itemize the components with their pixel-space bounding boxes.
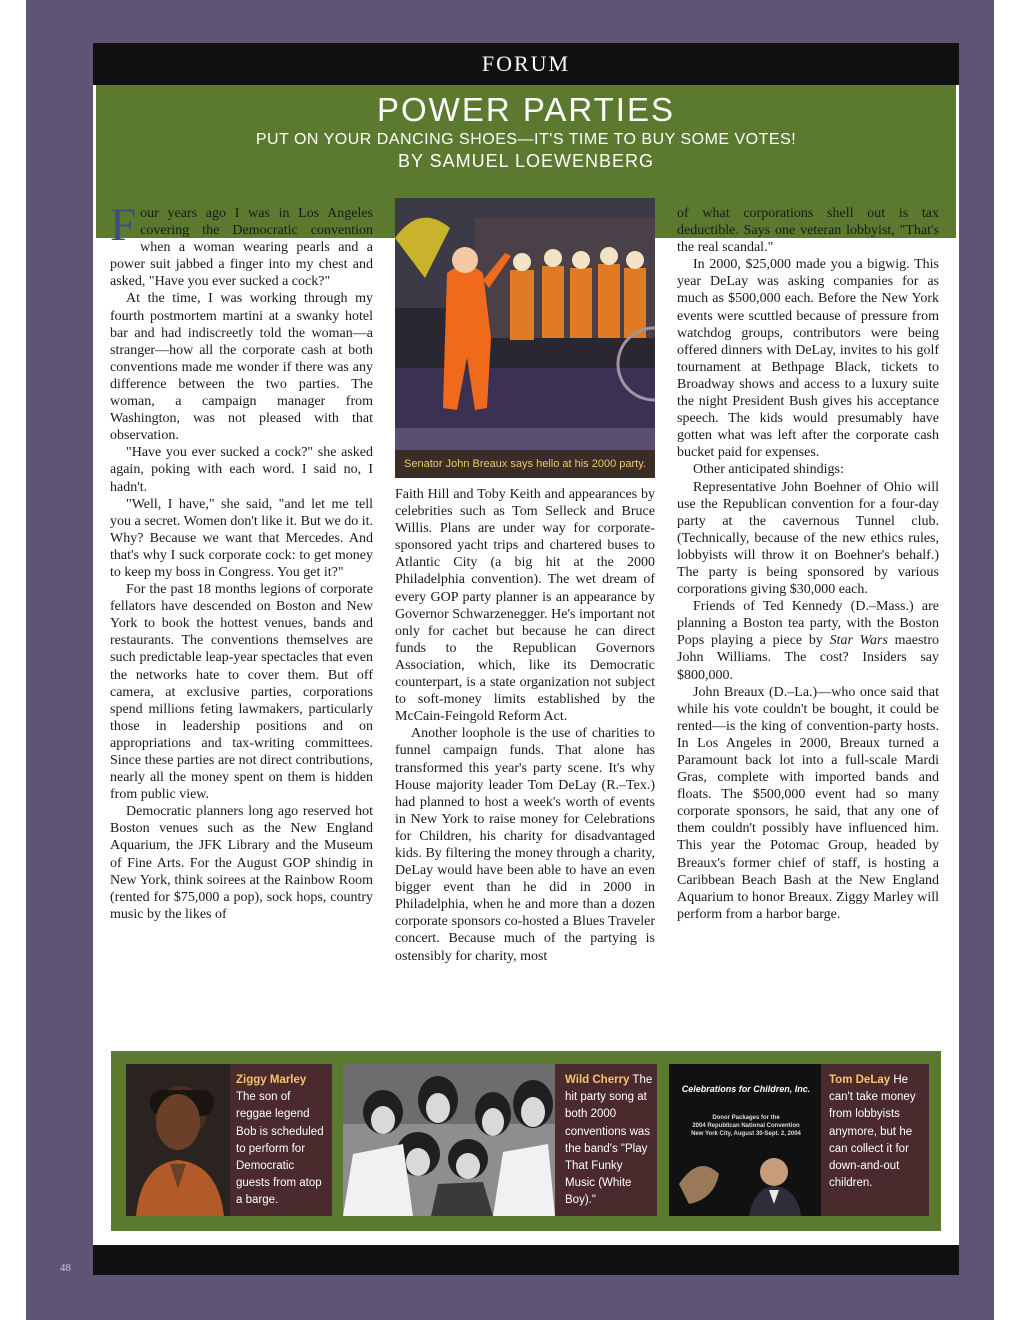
flyer-line: New York City, August 30-Sept. 2, 2004 <box>691 1131 801 1137</box>
paragraph: John Breaux (D.–La.)—who once said that while his vote couldn't be bought, it could be rented—is the king of convention-party hosts. In Los Angeles in 2000, Breaux turned a Paramount back lot into a full-scale Mardi Gras, complete with imported bands and floats. The $500,000 event had so many corporate sponsors, he said, that any one of them couldn't possibly have influenced him. This year the Potomac Group, headed by Breaux's former chief of staff, is hosting a Caribbean Beach Bash at the New England Aquarium to honor Breaux. Ziggy Marley will perform from a harbor barge. <box>677 684 939 922</box>
wild-cherry-image <box>343 1064 555 1216</box>
breaux-party-image <box>395 198 655 450</box>
flyer-line: 2004 Republican National Convention <box>692 1123 800 1129</box>
paragraph: Democratic planners long ago reserved hot Boston venues such as the New England Aquarium, the JFK Library and the Museum of Fine Arts. For the August GOP shindig in New York, think soirees at the Rainbow Room (rented for $75,000 a pop), sock hops, country music by the likes of <box>110 804 373 922</box>
article-subtitle: PUT ON YOUR DANCING SHOES—IT'S TIME TO BUY SOME VOTES! <box>255 131 797 148</box>
caption-text: He can't take money from lobbyists anymore, but he can collect it for down-and-out children. <box>829 1074 916 1190</box>
caption-name: Ziggy Marley <box>236 1074 307 1086</box>
paragraph: Other anticipated shindigs: <box>693 462 844 478</box>
paragraph: Representative John Boehner of Ohio will use the Republican convention for a four-day party at the cavernous Tunnel club. (Technically, because of the new ethics rules, lobbyists will throw it on Boehner's behalf.) The party is being sponsored by various corporations giving $30,000 each. <box>677 479 939 598</box>
section-label: FORUM <box>481 51 571 76</box>
paragraph: "Well, I have," she said, "and let me tell you a secret. Women don't like it. But we do it. Why? Because we want that Mercedes. And that's why I suck corporate cock: to get money to keep my boss in Congress. You get it?" <box>110 496 373 580</box>
paragraph-text: Friends of Ted Kennedy (D.–Mass.) are planning a Boston tea party, with the Boston Pops playing a piece by <box>677 599 939 649</box>
paragraph-text: our years ago I was in Los Angeles covering the Democratic convention when a woman wearing pearls and a power suit jabbed a finger into my chest and asked, "Have you ever sucked a cock?" <box>110 206 373 290</box>
ziggy-marley-image <box>126 1064 230 1216</box>
caption-name: Tom DeLay <box>829 1074 891 1086</box>
tom-delay-panel <box>669 1064 929 1216</box>
paragraph: Another loophole is the use of charities to funnel campaign funds. That alone has transformed this year's party scene. It's why House majority leader Tom DeLay (R.–Tex.) had planned to host a week's worth of events in New York to raise money for Celebrations for Children, his charity for disadvantaged kids. By filtering the money through a charity, DeLay would have been able to have an even bigger event than he did in 2000 in Philadelphia, when he and more than a dozen corporate sponsors co-hosted a Blues Traveler concert. Because much of the partying is ostensibly for charity, most <box>395 726 655 964</box>
wild-cherry-photo <box>343 1064 555 1216</box>
paragraph: For the past 18 months legions of corporate fellators have descended on Boston and New York to book the hottest venues, bands and restaurants. The conventions themselves are such predictable leap-year spectacles that even the networks hate to cover them. But off camera, at exclusive parties, corporations spend millions feting lawmakers, particularly those in leadership positions and on appropriations and tax-writing committees. Since these parties are not direct contributions, nearly all the money spent on them is hidden from public view. <box>110 582 373 803</box>
ziggy-marley-panel <box>126 1064 332 1216</box>
paragraph: of what corporations shell out is tax deductible. Says one veteran lobbyist, "That's the real scandal." <box>677 206 939 256</box>
article-column-1 <box>110 199 373 923</box>
footer-bar <box>93 1245 959 1275</box>
photo-caption: Senator John Breaux says hello at his 2000 party. <box>395 450 655 478</box>
paragraph-text: maestro John Williams. The cost? Insiders say $800,000. <box>677 633 939 683</box>
flyer-details <box>673 1114 819 1138</box>
flyer-title: Celebrations for Children, Inc. <box>681 1084 811 1094</box>
caption-text: The hit party song at both 2000 conventions was the band's "Play That Funky Music (White Boy)." <box>565 1074 653 1207</box>
article-column-3 <box>677 205 939 923</box>
film-title: Star Wars <box>829 633 888 649</box>
drop-cap: F <box>110 199 137 251</box>
article-column-2 <box>395 486 655 965</box>
caption-name: Wild Cherry <box>565 1074 630 1086</box>
paragraph: "Have you ever sucked a cock?" she asked again, poking with each word. I said no, I hadn't. <box>110 445 373 495</box>
tom-delay-image <box>669 1144 821 1216</box>
page-number: 48 <box>60 1262 71 1274</box>
paragraph <box>110 199 373 290</box>
paragraph: At the time, I was working through my fourth postmortem martini at a swanky hotel bar and had indiscreetly told the woman—a stranger—how all the corporate cash at both conventions made me wonder if there was any difference between the two parties. The woman, a campaign manager from Washington, was not pleased with that observation. <box>110 291 373 444</box>
breaux-party-photo <box>395 198 655 478</box>
article-byline: BY SAMUEL LOEWENBERG <box>397 151 655 171</box>
magazine-page <box>93 43 959 1275</box>
ziggy-marley-caption <box>236 1072 328 1210</box>
section-header <box>93 43 959 85</box>
caption-text: The son of reggae legend Bob is scheduled to perform for Democratic guests from atop a barge. <box>236 1091 324 1207</box>
photo-strip <box>111 1051 941 1231</box>
wild-cherry-panel <box>343 1064 657 1216</box>
paragraph <box>677 598 939 683</box>
tom-delay-caption <box>829 1072 925 1192</box>
wild-cherry-caption <box>565 1072 653 1210</box>
ziggy-marley-photo <box>126 1064 230 1216</box>
article-title: POWER PARTIES <box>377 91 675 128</box>
flyer-line: Donor Packages for the <box>712 1115 780 1121</box>
tom-delay-flyer <box>669 1064 821 1216</box>
paragraph: Faith Hill and Toby Keith and appearances by celebrities such as Tom Selleck and Bruce Willis. Plans are under way for corporate-sponsored yacht trips and chartered buses to Atlantic City (a big hit at the 2000 Philadelphia convention). The wet dream of every GOP party planner is an appearance by Governor Schwarzenegger. He's important not only for cachet but because he can direct funds to the Republican Governors Association, which, like its Democratic counterpart, is a state organization not subject to soft-money limits established by the McCain-Feingold Reform Act. <box>395 487 655 725</box>
paragraph: In 2000, $25,000 made you a bigwig. This year DeLay was asking companies for as much as $500,000 each. Before the New York events were scuttled because of pressure from watchdog groups, contributors were being offered dinners with DeLay, invites to his golf tournament at Bethpage Black, tickets to Broadway shows and access to a luxury suite the night President Bush gives his acceptance speech. The kids would presumably have gotten what was left after the corporate cash bucket paid for expenses. <box>677 257 939 461</box>
